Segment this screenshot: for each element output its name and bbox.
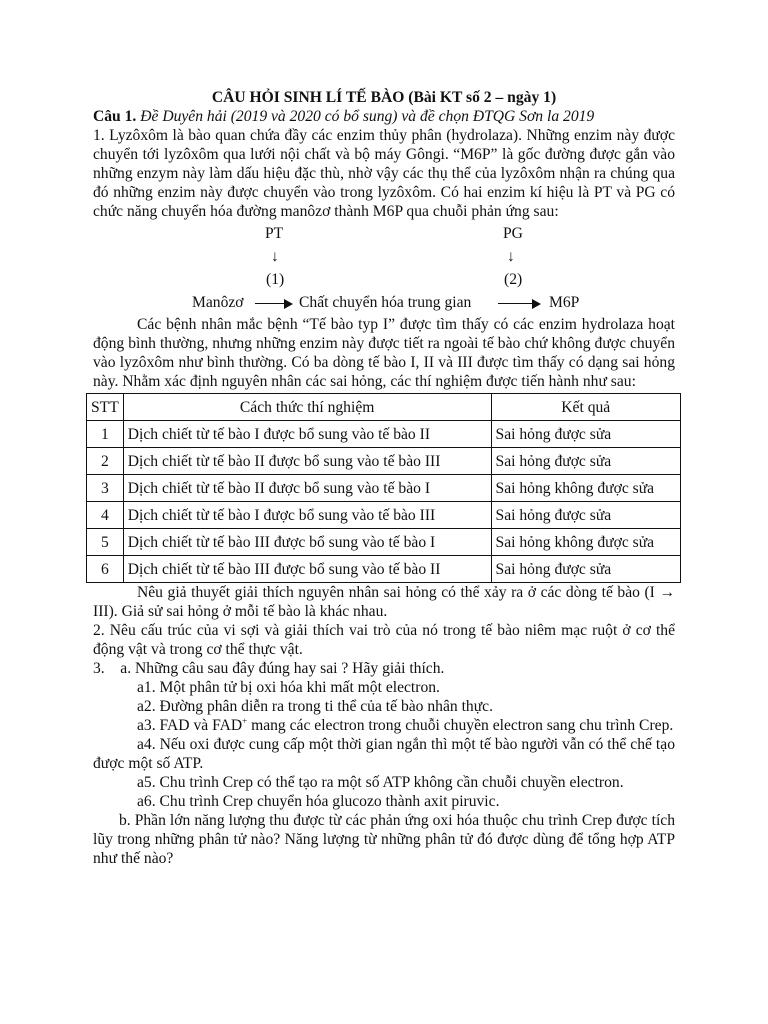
right-arrow-icon [255,303,291,304]
statement-a4: a4. Nếu oxi được cung cấp một thời gian ngắn thì một tế bào người vẫn có thể chế tạo được một số ATP. [93,736,675,772]
header-result: Kết quả [491,394,680,421]
row-result: Sai hỏng được sửa [491,556,680,583]
table-row [87,475,681,502]
experiment-table [86,393,681,583]
statement-a5: a5. Chu trình Crep có thể tạo ra một số ATP không cần chuỗi chuyền electron. [137,774,624,791]
table-row [87,556,681,583]
question-1-source: Đề Duyên hải (2019 và 2020 có bổ sung) và đề chọn ĐTQG Sơn la 2019 [140,108,595,125]
table-header-row [87,394,681,421]
table-row [87,529,681,556]
row-result: Sai hỏng không được sửa [491,529,680,556]
down-arrow-icon: ↓ [507,248,515,265]
statement-a3-text-end: mang các electron trong chuỗi chuyền electron sang chu trình Crep. [247,717,674,734]
statement-a2: a2. Đường phân diễn ra trong ti thể của tế bào nhân thực. [137,698,493,715]
document-title: CÂU HỎI SINH LÍ TẾ BÀO (Bài KT số 2 – ngày 1) [211,89,557,106]
table-row [87,421,681,448]
row-method: Dịch chiết từ tế bào I được bổ sung vào tế bào III [123,502,491,529]
question-item-3b: b. Phần lớn năng lượng thu được từ các phản ứng oxi hóa thuộc chu trình Crep được tích lũy trong những phân tử nào? Năng lượng từ những phân tử đó được dùng để tổng hợp ATP như thế nào? [93,812,675,867]
reaction-scheme [93,221,675,315]
row-stt: 5 [87,529,124,556]
question-item-2: 2. Nêu cấu trúc của vi sợi và giải thích vai trò của nó trong tế bào niêm mạc ruột ở cơ thể động vật và trong cơ thể thực vật. [93,622,675,658]
right-arrow-icon [498,303,539,304]
row-method: Dịch chiết từ tế bào II được bổ sung vào tế bào I [123,475,491,502]
question-1-header [93,107,675,126]
row-result: Sai hỏng được sửa [491,421,680,448]
statement-a3 [93,716,675,735]
row-stt: 1 [87,421,124,448]
header-method: Cách thức thí nghiệm [123,394,491,421]
question-list [93,583,675,868]
row-method: Dịch chiết từ tế bào III được bổ sung vào tế bào I [123,529,491,556]
table-row [87,448,681,475]
question-1-paragraph-3: Nêu giả thuyết giải thích nguyên nhân sai hỏng có thể xảy ra ở các dòng tế bào (I → III). Giả sử sai hỏng ở mỗi tế bào là khác nhau. [93,584,675,620]
step-1-label: (1) [266,271,285,288]
product-label: M6P [549,294,580,311]
row-method: Dịch chiết từ tế bào II được bổ sung vào tế bào III [123,448,491,475]
statement-a3-superscript: + [242,715,248,726]
row-stt: 4 [87,502,124,529]
statement-a1: a1. Một phân tử bị oxi hóa khi mất một electron. [137,679,440,696]
header-stt: STT [87,394,124,421]
enzyme-pt-label: PT [265,225,284,242]
statement-a6: a6. Chu trình Crep chuyển hóa glucozo thành axit piruvic. [137,793,500,810]
statement-a3-text: a3. FAD và FAD [137,717,243,734]
down-arrow-icon: ↓ [271,248,279,265]
row-stt: 2 [87,448,124,475]
row-result: Sai hỏng được sửa [491,448,680,475]
step-2-label: (2) [504,271,523,288]
question-1-label: Câu 1. [93,108,137,125]
table-row [87,502,681,529]
substrate-label: Manôzơ [192,294,244,311]
question-1-intro: 1. Lyzôxôm là bào quan chứa đầy các enzim thủy phân (hydrolaza). Những enzim này được chuyển tới lyzôxôm qua lưới nội chất và bộ máy Gôngi. “M6P” là gốc đường được gắn vào những enzym này làm dấu hiệu đặc thù, nhờ vậy các thụ thể của lyzôxôm nhận ra chúng qua đó những enzim này được chuyển vào trong lyzôxôm. Có hai enzim kí hiệu là PT và PG có chức năng chuyển hóa đường manôzơ thành M6P qua chuỗi phản ứng sau: [93,127,675,220]
row-result: Sai hỏng được sửa [491,502,680,529]
row-stt: 3 [87,475,124,502]
enzyme-pg-label: PG [503,225,523,242]
document-page [93,88,675,868]
row-method: Dịch chiết từ tế bào III được bổ sung vào tế bào II [123,556,491,583]
question-1-paragraph-2: Các bệnh nhân mắc bệnh “Tế bào typ I” được tìm thấy có các enzim hydrolaza hoạt động bình thường, nhưng những enzim này được tiết ra ngoài tế bào chứ không được chuyển vào lyzôxôm như bình thường. Có ba dòng tế bào I, II và III được tìm thấy có dạng sai hỏng này. Nhằm xác định nguyên nhân các sai hỏng, các thí nghiệm được tiến hành như sau: [93,316,675,390]
question-item-3a: 3. a. Những câu sau đây đúng hay sai ? Hãy giải thích. [93,660,445,677]
row-method: Dịch chiết từ tế bào I được bổ sung vào tế bào II [123,421,491,448]
intermediate-label: Chất chuyển hóa trung gian [299,294,472,311]
row-stt: 6 [87,556,124,583]
row-result: Sai hỏng không được sửa [491,475,680,502]
